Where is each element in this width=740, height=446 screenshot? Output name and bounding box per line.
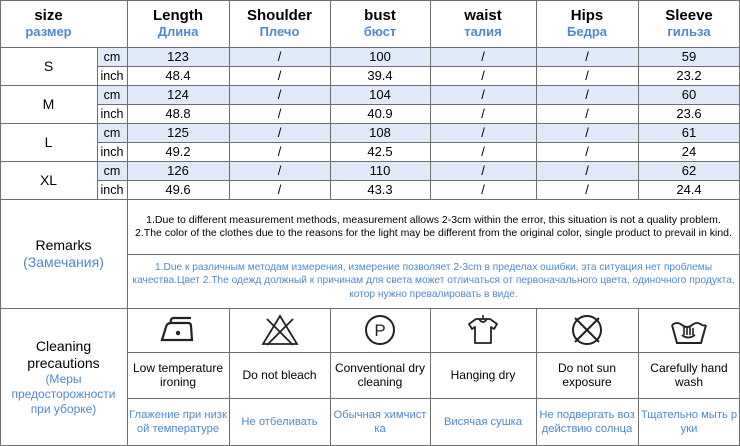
measurement-value: / — [481, 68, 485, 83]
measurement-cell — [330, 142, 430, 161]
measurement-value: / — [481, 182, 485, 197]
measurement-cell — [229, 123, 330, 142]
measurement-value: / — [481, 49, 485, 64]
measurement-value: 23.2 — [676, 68, 702, 83]
care-label-en: Do not sun exposure — [557, 361, 617, 389]
measurement-cell — [638, 123, 740, 142]
measurement-value: 43.3 — [367, 182, 393, 197]
column-header-labels — [153, 7, 203, 40]
measurement-value: / — [585, 49, 589, 64]
unit-label-text: cm — [103, 49, 121, 64]
grid-line — [97, 104, 740, 105]
measurement-cell — [430, 66, 536, 85]
unit-label-text: inch — [100, 144, 124, 159]
measurement-value: / — [277, 49, 282, 64]
measurement-value: / — [585, 163, 589, 178]
care-text-en — [127, 352, 229, 398]
measurement-cell — [127, 85, 229, 104]
column-header-ru: талия — [464, 24, 502, 39]
measurement-cell — [127, 104, 229, 123]
care-text-ru — [638, 398, 740, 446]
measurement-value: 126 — [167, 163, 189, 178]
measurement-cell — [229, 66, 330, 85]
column-header — [127, 0, 229, 47]
measurement-value: / — [585, 68, 589, 83]
measurement-cell — [638, 142, 740, 161]
remarks-label-ru: (Замечания) — [23, 253, 104, 270]
measurement-value: / — [585, 182, 589, 197]
measurement-value: / — [585, 106, 589, 121]
remarks-text-ru — [127, 254, 740, 308]
measurement-value: / — [277, 87, 282, 102]
care-label-en: Hanging dry — [450, 368, 516, 382]
remarks-label-en: Remarks — [35, 236, 92, 253]
care-label-ru: Тщательно мыть руки — [640, 409, 738, 435]
column-header-labels — [665, 7, 713, 40]
size-label-text: S — [43, 58, 54, 74]
column-header-ru: гильза — [667, 24, 711, 39]
column-header-ru: Бедра — [567, 24, 607, 39]
svg-text:P: P — [374, 321, 386, 340]
hanging-dry-icon — [463, 313, 503, 347]
size-header-ru: размер — [25, 24, 72, 39]
grid-line — [127, 398, 740, 399]
measurement-cell — [127, 142, 229, 161]
measurement-cell — [127, 123, 229, 142]
remarks-line-1: 1.Due to different measurement methods, measurement allows 2-3cm within the error, this situation is not a quality problem. — [146, 213, 721, 226]
unit-label — [97, 104, 127, 123]
measurement-value: 48.4 — [165, 68, 191, 83]
grid-line — [0, 47, 740, 48]
grid-line — [0, 0, 740, 1]
grid-line — [97, 66, 740, 67]
measurement-value: 59 — [681, 49, 697, 64]
measurement-value: 124 — [167, 87, 189, 102]
measurement-cell — [430, 85, 536, 104]
grid-line — [536, 308, 537, 446]
measurement-cell — [638, 104, 740, 123]
grid-line — [330, 308, 331, 446]
grid-line — [97, 180, 740, 181]
measurement-value: / — [277, 68, 282, 83]
measurement-cell — [638, 47, 740, 66]
column-header — [330, 0, 430, 47]
measurement-value: / — [277, 182, 282, 197]
grid-line — [0, 199, 740, 200]
column-header — [536, 0, 638, 47]
grid-line — [127, 254, 740, 255]
measurement-value: 42.5 — [367, 144, 393, 159]
size-label — [0, 123, 97, 161]
measurement-value: / — [481, 106, 485, 121]
measurement-cell — [536, 161, 638, 180]
size-label — [0, 85, 97, 123]
unit-label-text: inch — [100, 106, 124, 121]
measurement-value: / — [585, 144, 589, 159]
care-label-ru: Глажение при низкой температуре — [129, 409, 227, 435]
care-label-en: Low temperature ironing — [132, 361, 224, 389]
grid-line — [97, 142, 740, 143]
unit-label — [97, 161, 127, 180]
care-text-en — [430, 352, 536, 398]
care-text-en — [229, 352, 330, 398]
column-header-ru: бюст — [363, 24, 397, 39]
size-header — [0, 0, 97, 47]
grid-line — [536, 0, 537, 199]
unit-label — [97, 123, 127, 142]
cleaning-label-ru: (Меры предосторожности при уборке) — [11, 371, 116, 416]
measurement-value: / — [481, 163, 485, 178]
measurement-cell — [430, 161, 536, 180]
cleaning-label — [0, 308, 127, 446]
grid-line — [0, 308, 740, 309]
unit-label-text: cm — [103, 163, 121, 178]
unit-label-text: cm — [103, 87, 121, 102]
measurement-cell — [430, 47, 536, 66]
measurement-cell — [330, 85, 430, 104]
size-label-text: M — [42, 96, 55, 112]
measurement-cell — [229, 104, 330, 123]
grid-line — [0, 0, 1, 446]
size-label — [0, 161, 97, 199]
measurement-cell — [638, 180, 740, 199]
measurement-cell — [536, 142, 638, 161]
measurement-cell — [638, 66, 740, 85]
unit-label — [97, 85, 127, 104]
care-text-en — [638, 352, 740, 398]
remarks-text-en — [127, 199, 740, 254]
measurement-cell — [229, 47, 330, 66]
unit-label — [97, 47, 127, 66]
measurement-cell — [536, 85, 638, 104]
measurement-value: 104 — [369, 87, 391, 102]
measurement-value: 39.4 — [367, 68, 393, 83]
measurement-cell — [430, 142, 536, 161]
size-label-text: XL — [39, 172, 58, 188]
measurement-cell — [638, 161, 740, 180]
measurement-cell — [229, 85, 330, 104]
measurement-cell — [536, 123, 638, 142]
remarks-text-en-stack — [131, 214, 736, 240]
care-label-en: Carefully hand wash — [650, 361, 728, 389]
measurement-value: 24.4 — [676, 182, 702, 197]
measurement-cell — [127, 180, 229, 199]
measurement-cell — [430, 104, 536, 123]
column-header-en: waist — [464, 7, 502, 24]
grid-line — [229, 308, 230, 446]
care-icon-cell — [430, 308, 536, 352]
grid-line — [0, 161, 740, 162]
care-icon-cell — [536, 308, 638, 352]
cleaning-label-stack — [0, 338, 127, 417]
care-icon-cell — [127, 308, 229, 352]
measurement-value: 49.2 — [165, 144, 191, 159]
remarks-line-2: 2.The color of the clothes due to the reasons for the light may be different from the original color, single product to prevail in kind. — [135, 226, 732, 239]
dry-clean-p-icon — [362, 312, 398, 348]
measurement-value: 48.8 — [165, 106, 191, 121]
no-bleach-icon — [260, 313, 300, 347]
measurement-value: 62 — [681, 163, 697, 178]
measurement-value: 110 — [369, 163, 391, 178]
measurement-cell — [127, 47, 229, 66]
unit-label — [97, 180, 127, 199]
care-label-en: Conventional dry cleaning — [334, 361, 426, 389]
measurement-value: 125 — [167, 125, 189, 140]
remarks-ru-text: 1.Due к различным методам измерения, измерение позволяет 2-3cm в пределах ошибки, эта ситуация нет проблемы качества.Цвет 2.The одежд должный к причинам для света может отличаться от первоначального цвета, одиночного продукта, котор нужно превалировать в виде. — [132, 261, 735, 300]
grid-line — [97, 47, 98, 199]
measurement-cell — [330, 180, 430, 199]
measurement-value: / — [481, 125, 485, 140]
measurement-value: 49.6 — [165, 182, 191, 197]
measurement-cell — [330, 66, 430, 85]
measurement-cell — [330, 47, 430, 66]
measurement-cell — [536, 66, 638, 85]
size-label — [0, 47, 97, 85]
measurement-value: 40.9 — [367, 106, 393, 121]
unit-label-text: inch — [100, 182, 124, 197]
measurement-cell — [536, 47, 638, 66]
measurement-value: / — [277, 125, 282, 140]
measurement-value: 60 — [681, 87, 697, 102]
measurement-value: 24 — [681, 144, 697, 159]
care-text-en — [536, 352, 638, 398]
care-label-en: Do not bleach — [242, 368, 317, 382]
grid-line — [0, 123, 740, 124]
measurement-cell — [536, 180, 638, 199]
unit-label — [97, 142, 127, 161]
grid-line — [430, 308, 431, 446]
column-header-en: Hips — [570, 7, 604, 24]
cleaning-label-en: Cleaning precautions — [27, 337, 100, 371]
care-label-ru: Висячая сушка — [443, 416, 523, 428]
measurement-value: 108 — [369, 125, 391, 140]
grid-line — [638, 0, 639, 199]
grid-line — [229, 0, 230, 199]
measurement-cell — [638, 85, 740, 104]
measurement-cell — [430, 180, 536, 199]
unit-label-text: cm — [103, 125, 121, 140]
measurement-cell — [229, 161, 330, 180]
care-icon-cell — [638, 308, 740, 352]
iron-low-icon — [158, 314, 198, 346]
measurement-value: 123 — [167, 49, 189, 64]
measurement-cell — [330, 104, 430, 123]
column-header-ru: Длина — [157, 24, 199, 39]
measurement-value: / — [277, 144, 282, 159]
care-label-ru: Не подвергать воздействию солнца — [539, 409, 635, 435]
grid-line — [127, 352, 740, 353]
care-text-ru — [229, 398, 330, 446]
measurement-value: / — [585, 125, 589, 140]
measurement-value: / — [481, 87, 485, 102]
measurement-cell — [127, 66, 229, 85]
grid-line — [430, 0, 431, 199]
no-tumble-dry-icon — [568, 311, 606, 349]
size-header-labels — [25, 7, 71, 40]
care-text-en — [330, 352, 430, 398]
care-text-ru — [330, 398, 430, 446]
care-text-ru — [430, 398, 536, 446]
measurement-value: 23.6 — [676, 106, 702, 121]
care-text-ru — [536, 398, 638, 446]
column-header-en: Shoulder — [246, 7, 312, 24]
remarks-label — [0, 199, 127, 308]
column-header — [638, 0, 740, 47]
measurement-cell — [229, 142, 330, 161]
column-header — [430, 0, 536, 47]
column-header-en: Length — [153, 7, 203, 24]
column-header-labels — [567, 7, 607, 40]
grid-line — [0, 85, 740, 86]
measurement-cell — [229, 180, 330, 199]
remarks-label-stack — [23, 237, 104, 271]
size-header-en: size — [34, 7, 63, 24]
column-header — [229, 0, 330, 47]
measurement-value: / — [481, 144, 485, 159]
measurement-value: / — [277, 106, 282, 121]
size-label-text: L — [44, 134, 53, 150]
measurement-cell — [536, 104, 638, 123]
grid-line — [330, 0, 331, 199]
grid-line — [127, 0, 128, 446]
care-text-ru — [127, 398, 229, 446]
measurement-cell — [330, 123, 430, 142]
hand-wash-icon — [668, 313, 710, 347]
unit-label — [97, 66, 127, 85]
measurement-value: / — [585, 87, 589, 102]
measurement-cell — [330, 161, 430, 180]
measurement-value: 61 — [681, 125, 697, 140]
care-label-ru: Не отбеливать — [241, 416, 318, 428]
care-icon-cell — [330, 308, 430, 352]
measurement-value: 100 — [369, 49, 391, 64]
column-header-labels — [364, 7, 397, 40]
measurement-value: / — [277, 163, 282, 178]
column-header-ru: Плечо — [259, 24, 300, 39]
care-icon-cell — [229, 308, 330, 352]
measurement-cell — [127, 161, 229, 180]
column-header-en: Sleeve — [665, 7, 713, 24]
grid-line — [638, 308, 639, 446]
care-label-ru: Обычная химчистка — [333, 409, 427, 435]
column-header-labels — [247, 7, 312, 40]
column-header-labels — [464, 7, 502, 40]
column-header-en: bust — [364, 7, 396, 24]
unit-label-text: inch — [100, 68, 124, 83]
measurement-cell — [430, 123, 536, 142]
